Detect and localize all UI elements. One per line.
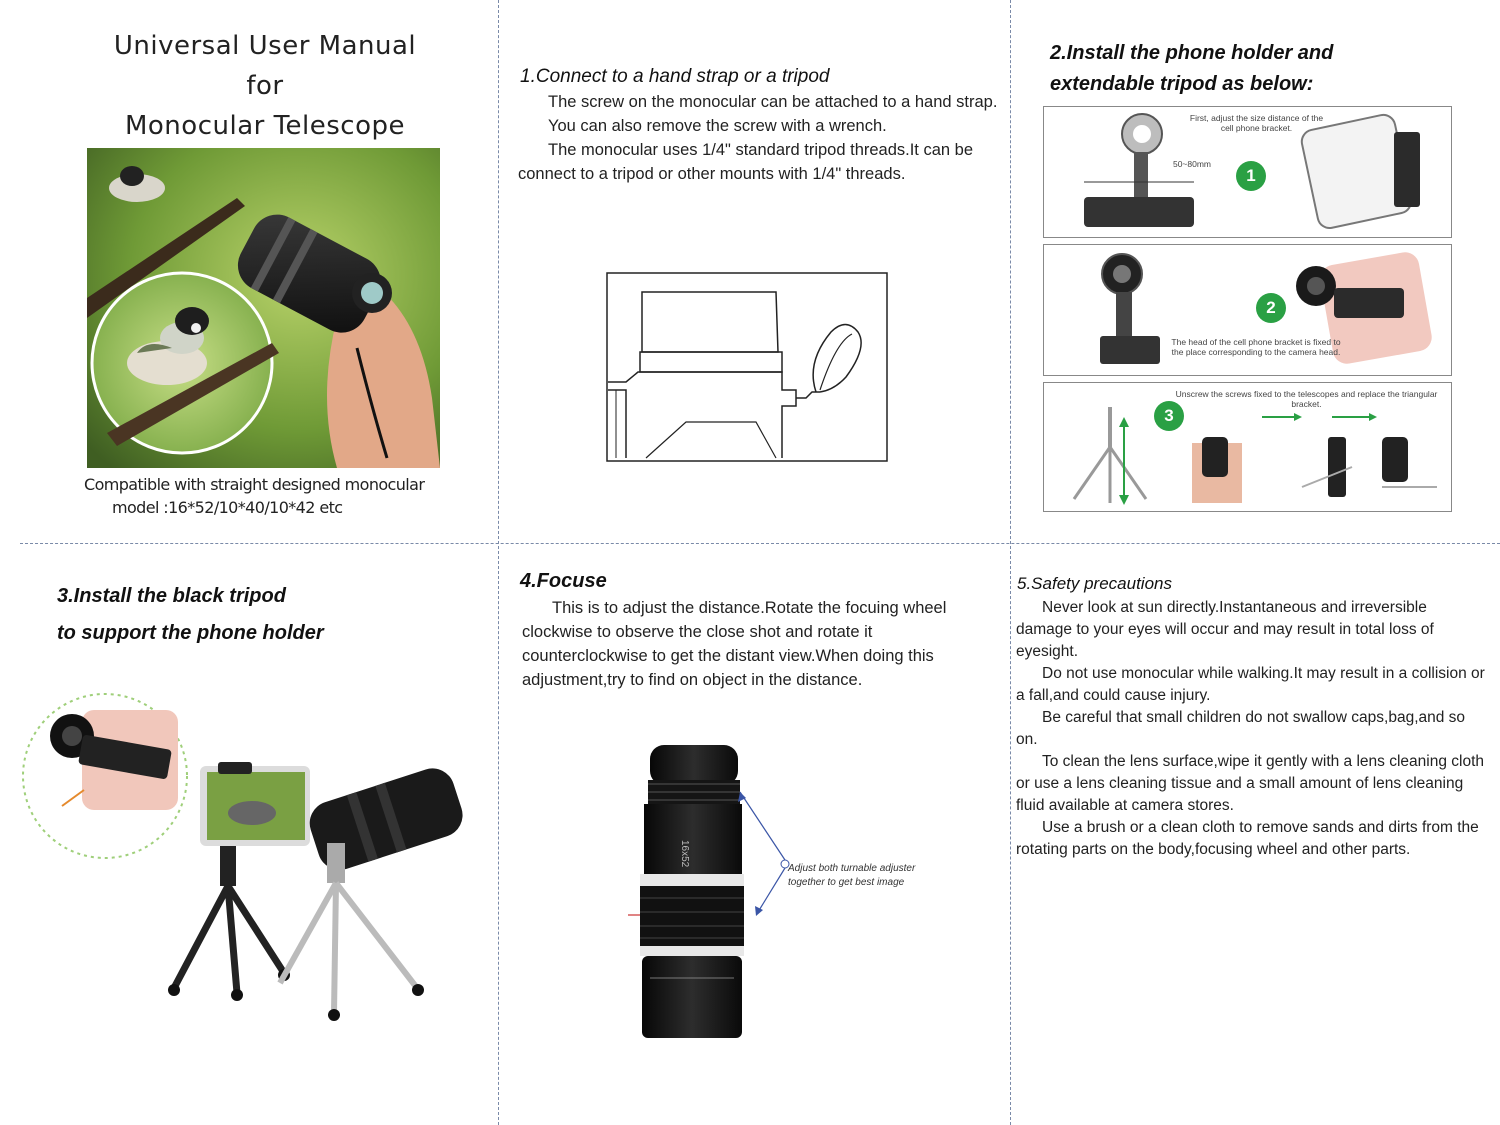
divider-horizontal: [20, 543, 1500, 544]
step-1-number: 1: [1236, 161, 1266, 191]
section-5-paragraph: Be careful that small children do not swallow caps,bag,and so on.: [1016, 709, 1466, 748]
section-5-body: [1016, 597, 1486, 861]
compatibility-line-2: model :16*52/10*40/10*42 etc: [112, 498, 343, 517]
step-3-note: Unscrew the screws fixed to the telescopes and replace the triangular bracket.: [1175, 389, 1438, 409]
manual-title-line-3: Monocular Telescope: [124, 111, 406, 141]
section-1-paragraph: You can also remove the screw with a wrench.: [548, 117, 887, 135]
focus-monocular-illustration: [620, 740, 950, 1070]
section-1-paragraph: The screw on the monocular can be attached to a hand strap.: [548, 93, 998, 111]
divider-vertical-right: [1010, 0, 1011, 1125]
section-4-paragraph: This is to adjust the distance.Rotate the focuing wheel clockwise to observe the close shot and rotate it counterclockwise to get the distant view.When doing this adjustment,try to find on object in the distance.: [522, 599, 947, 689]
step-1-note: First, adjust the size distance of the cell phone bracket.: [1189, 113, 1324, 133]
install-step-2-panel: [1043, 244, 1452, 376]
hero-photo-bird-monocular: [87, 148, 440, 468]
section-2-heading: [1050, 38, 1333, 100]
hand-strap-diagram: [606, 272, 888, 462]
section-5-paragraph: Do not use monocular while walking.It may result in a collision or a fall,and could cause injury.: [1016, 665, 1485, 704]
section-1-body: [518, 90, 998, 186]
section-5-paragraph: Use a brush or a clean cloth to remove sands and dirts from the rotating parts on the body,focusing wheel and other parts.: [1016, 819, 1479, 858]
section-3-heading-line-2: to support the phone holder: [57, 622, 324, 644]
tripod-phone-holder-photo: [22, 688, 482, 1023]
manual-title: [60, 26, 470, 146]
step-2-note: The head of the cell phone bracket is fixed to the place corresponding to the camera head.: [1171, 337, 1341, 357]
section-5-paragraph: To clean the lens surface,wipe it gently with a lens cleaning cloth or use a lens cleaning tissue and a small amount of lens cleaning fluid available at camera stores.: [1016, 753, 1484, 814]
compatibility-note: [84, 475, 484, 517]
compatibility-line-1: Compatible with straight designed monocular: [84, 475, 425, 494]
step-2-number: 2: [1256, 293, 1286, 323]
section-2-heading-line-1: 2.Install the phone holder and: [1050, 42, 1334, 64]
divider-vertical-left: [498, 0, 499, 1125]
section-1-heading: 1.Connect to a hand strap or a tripod: [520, 66, 830, 87]
focus-annotation-line-1: Adjust both turnable adjuster: [788, 863, 916, 874]
section-1-paragraph: The monocular uses 1/4" standard tripod threads.It can be connect to a tripod or other mounts with 1/4" threads.: [518, 141, 974, 183]
install-step-3-panel: [1043, 382, 1452, 512]
section-4-body: [522, 596, 992, 692]
section-2-heading-line-2: extendable tripod as below:: [1050, 73, 1314, 95]
section-3-heading: [57, 578, 324, 652]
section-4-heading: 4.Focuse: [520, 570, 607, 592]
section-3-heading-line-1: 3.Install the black tripod: [57, 585, 286, 607]
manual-title-line-1: Universal User Manual: [113, 31, 417, 61]
step-1-measurement: 50~80mm: [1172, 159, 1212, 169]
install-step-1-panel: [1043, 106, 1452, 238]
focus-annotation-line-2: together to get best image: [788, 877, 905, 888]
monocular-model-label: 16x52: [679, 840, 690, 868]
section-5-heading: 5.Safety precautions: [1017, 574, 1172, 593]
focus-annotation: [788, 862, 968, 890]
step-3-number: 3: [1154, 401, 1184, 431]
manual-title-line-2: for: [246, 71, 284, 101]
section-5-paragraph: Never look at sun directly.Instantaneous and irreversible damage to your eyes will occur and may result in total loss of eyesight.: [1016, 599, 1434, 660]
